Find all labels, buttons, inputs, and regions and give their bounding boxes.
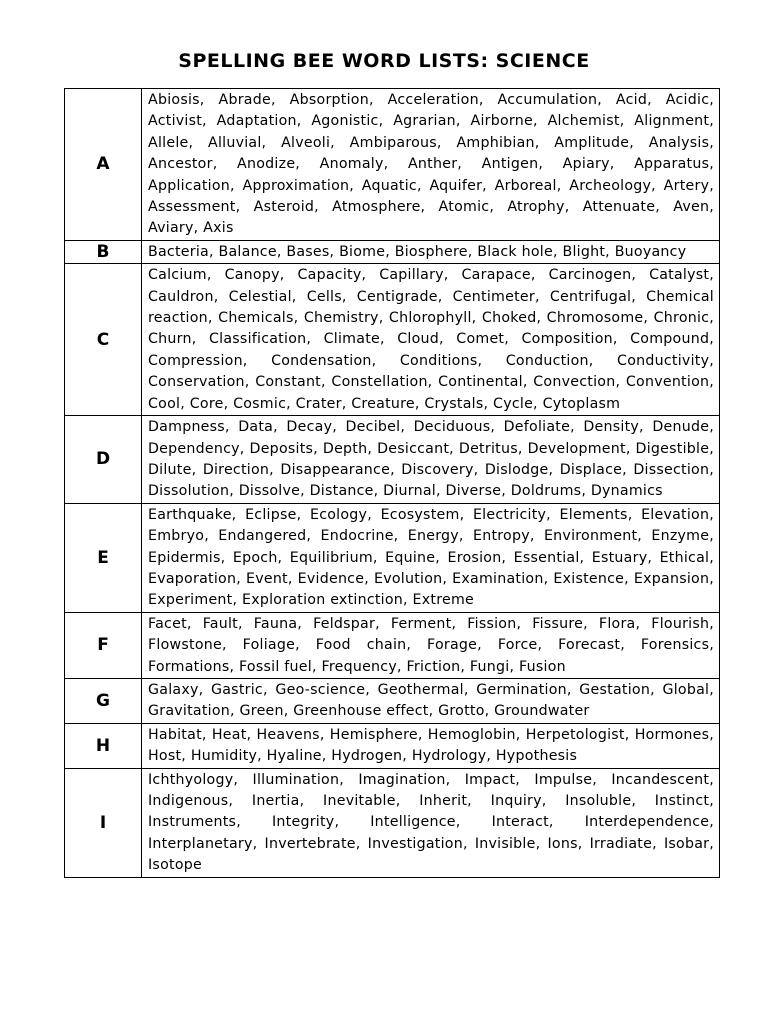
letter-cell: H	[65, 723, 142, 768]
table-row	[65, 503, 720, 612]
table-row	[65, 678, 720, 723]
letter-cell: G	[65, 678, 142, 723]
word-list-cell: Calcium, Canopy, Capacity, Capillary, Carapace, Carcinogen, Catalyst, Cauldron, Celestial, Cells, Centigrade, Centimeter, Centrifugal, Chemical reaction, Chemicals, Chemistry, Chlorophyll, Choked, Chromosome, Chronic, Churn, Classification, Climate, Cloud, Comet, Composition, Compound, Compression, Condensation, Conditions, Conduction, Conductivity, Conservation, Constant, Constellation, Continental, Convection, Convention, Cool, Core, Cosmic, Crater, Creature, Crystals, Cycle, Cytoplasm	[142, 264, 720, 416]
word-list-table	[64, 88, 720, 878]
table-row	[65, 768, 720, 877]
letter-cell: A	[65, 89, 142, 241]
page-title: SPELLING BEE WORD LISTS: SCIENCE	[178, 50, 590, 72]
letter-cell: I	[65, 768, 142, 877]
letter-cell: C	[65, 264, 142, 416]
word-list-cell: Facet, Fault, Fauna, Feldspar, Ferment, Fission, Fissure, Flora, Flourish, Flowstone, Foliage, Food chain, Forage, Force, Forecast, Forensics, Formations, Fossil fuel, Frequency, Friction, Fungi, Fusion	[142, 612, 720, 678]
letter-cell: B	[65, 240, 142, 263]
table-row	[65, 264, 720, 416]
letter-cell: D	[65, 416, 142, 504]
word-list-cell: Habitat, Heat, Heavens, Hemisphere, Hemoglobin, Herpetologist, Hormones, Host, Humidity, Hyaline, Hydrogen, Hydrology, Hypothesis	[142, 723, 720, 768]
table-row	[65, 612, 720, 678]
table-row	[65, 416, 720, 504]
letter-cell: F	[65, 612, 142, 678]
word-list-cell: Galaxy, Gastric, Geo-science, Geothermal, Germination, Gestation, Global, Gravitation, Green, Greenhouse effect, Grotto, Groundwater	[142, 678, 720, 723]
word-list-cell: Earthquake, Eclipse, Ecology, Ecosystem, Electricity, Elements, Elevation, Embryo, Endangered, Endocrine, Energy, Entropy, Environment, Enzyme, Epidermis, Epoch, Equilibrium, Equine, Erosion, Essential, Estuary, Ethical, Evaporation, Event, Evidence, Evolution, Examination, Existence, Expansion, Experiment, Exploration extinction, Extreme	[142, 503, 720, 612]
word-list-cell: Bacteria, Balance, Bases, Biome, Biosphere, Black hole, Blight, Buoyancy	[142, 240, 720, 263]
word-list-cell: Dampness, Data, Decay, Decibel, Deciduous, Defoliate, Density, Denude, Dependency, Deposits, Depth, Desiccant, Detritus, Development, Digestible, Dilute, Direction, Disappearance, Discovery, Dislodge, Displace, Dissection, Dissolution, Dissolve, Distance, Diurnal, Diverse, Doldrums, Dynamics	[142, 416, 720, 504]
word-list-cell: Abiosis, Abrade, Absorption, Acceleration, Accumulation, Acid, Acidic, Activist, Adaptation, Agonistic, Agrarian, Airborne, Alchemist, Alignment, Allele, Alluvial, Alveoli, Ambiparous, Amphibian, Amplitude, Analysis, Ancestor, Anodize, Anomaly, Anther, Antigen, Apiary, Apparatus, Application, Approximation, Aquatic, Aquifer, Arboreal, Archeology, Artery, Assessment, Asteroid, Atmosphere, Atomic, Atrophy, Attenuate, Aven, Aviary, Axis	[142, 89, 720, 241]
table-row	[65, 89, 720, 241]
word-list-cell: Ichthyology, Illumination, Imagination, Impact, Impulse, Incandescent, Indigenous, Inertia, Inevitable, Inherit, Inquiry, Insoluble, Instinct, Instruments, Integrity, Intelligence, Interact, Interdependence, Interplanetary, Invertebrate, Investigation, Invisible, Ions, Irradiate, Isobar, Isotope	[142, 768, 720, 877]
table-row	[65, 723, 720, 768]
letter-cell: E	[65, 503, 142, 612]
table-row	[65, 240, 720, 263]
